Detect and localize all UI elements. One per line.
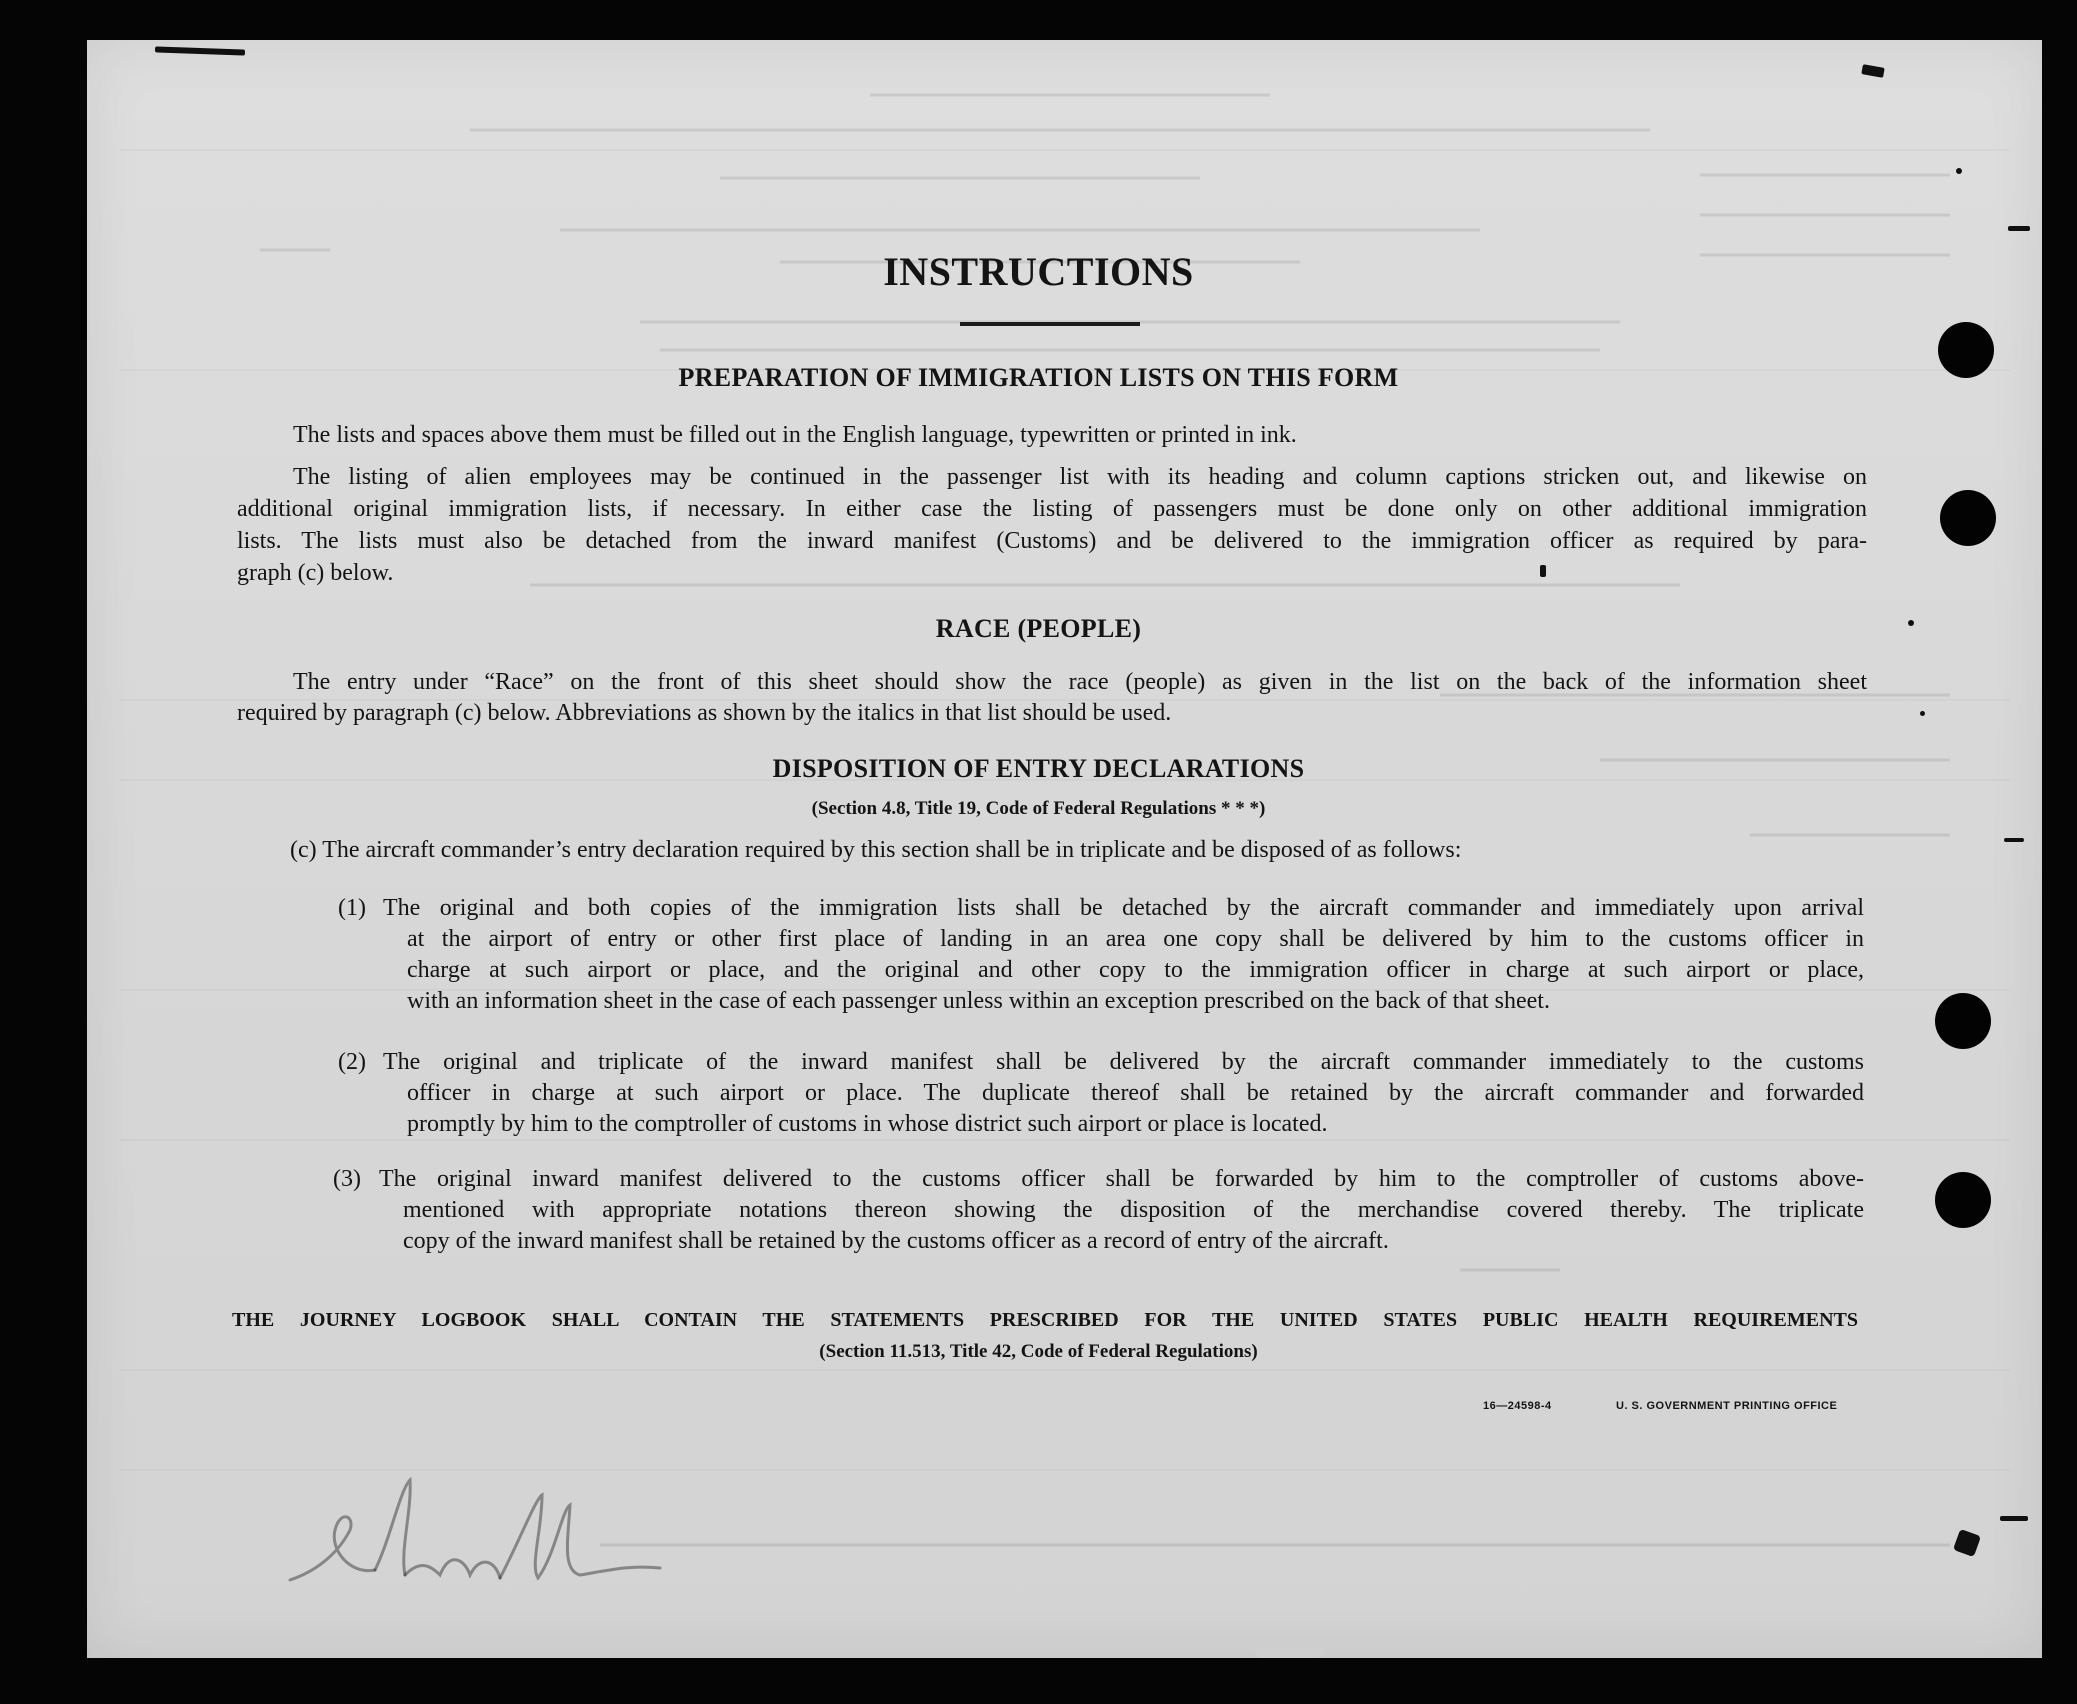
- page-title: INSTRUCTIONS: [883, 249, 1194, 294]
- item-line: The original and both copies of the immigration lists shall be detached by the aircraft commander and immediately upon arrival: [383, 895, 1864, 921]
- item-line: copy of the inward manifest shall be retained by the customs officer as a record of entry of the aircraft.: [403, 1228, 1389, 1254]
- disposition-intro: (c) The aircraft commander’s entry declaration required by this section shall be in triplicate and be disposed of as follows:: [290, 837, 1462, 863]
- preparation-line: graph (c) below.: [237, 560, 394, 586]
- section-heading-disposition: DISPOSITION OF ENTRY DECLARATIONS: [772, 754, 1305, 783]
- item-number: (2): [338, 1049, 366, 1075]
- item-line: officer in charge at such airport or place. The duplicate thereof shall be retained by the aircraft commander and forwarded: [407, 1080, 1864, 1106]
- title-underline: [960, 322, 1140, 326]
- section-heading-preparation: PREPARATION OF IMMIGRATION LISTS ON THIS FORM: [678, 363, 1399, 392]
- section-heading-race: RACE (PEOPLE): [935, 614, 1142, 643]
- item-line: with an information sheet in the case of each passenger unless within an exception prescribed on the back of that sheet.: [407, 988, 1550, 1014]
- item-line: mentioned with appropriate notations thereon showing the disposition of the merchandise covered thereby. The triplicate: [403, 1197, 1864, 1223]
- preparation-line: additional original immigration lists, if necessary. In either case the listing of passengers must be done only on other additional immigration: [237, 496, 1867, 522]
- item-line: promptly by him to the comptroller of customs in whose district such airport or place is located.: [407, 1111, 1328, 1137]
- item-number: (3): [333, 1166, 361, 1192]
- item-line: charge at such airport or place, and the original and other copy to the immigration officer in charge at such airport or place,: [407, 957, 1864, 983]
- race-line: required by paragraph (c) below. Abbreviations as shown by the italics in that list should be used.: [237, 700, 1172, 726]
- item-line: at the airport of entry or other first place of landing in an area one copy shall be delivered by him to the customs officer in: [407, 926, 1864, 952]
- item-line: The original and triplicate of the inward manifest shall be delivered by the aircraft commander immediately to the customs: [383, 1049, 1864, 1075]
- health-requirements-heading: THE JOURNEY LOGBOOK SHALL CONTAIN THE STATEMENTS PRESCRIBED FOR THE UNITED STATES PUBLIC HEALTH REQUIREMENTS: [232, 1309, 1858, 1331]
- race-line: The entry under “Race” on the front of this sheet should show the race (people) as given in the list on the back of the information sheet: [293, 669, 1867, 695]
- printing-office-credit: U. S. GOVERNMENT PRINTING OFFICE: [1616, 1400, 1838, 1412]
- item-number: (1): [338, 895, 366, 921]
- preparation-paragraph-1: The lists and spaces above them must be filled out in the English language, typewritten or printed in ink.: [293, 422, 1297, 448]
- handwritten-signature: [280, 1470, 700, 1610]
- health-requirements-subheading: (Section 11.513, Title 42, Code of Federal Regulations): [819, 1341, 1258, 1362]
- preparation-line: lists. The lists must also be detached from the inward manifest (Customs) and be delivered to the immigration officer as required by para-: [237, 528, 1867, 554]
- form-number: 16—24598-4: [1483, 1400, 1552, 1412]
- section-subheading-disposition: (Section 4.8, Title 19, Code of Federal Regulations * * *): [811, 798, 1266, 819]
- item-line: The original inward manifest delivered to the customs officer shall be forwarded by him to the comptroller of customs above-: [379, 1166, 1864, 1192]
- preparation-line: The listing of alien employees may be continued in the passenger list with its heading and column captions stricken out, and likewise on: [293, 464, 1867, 490]
